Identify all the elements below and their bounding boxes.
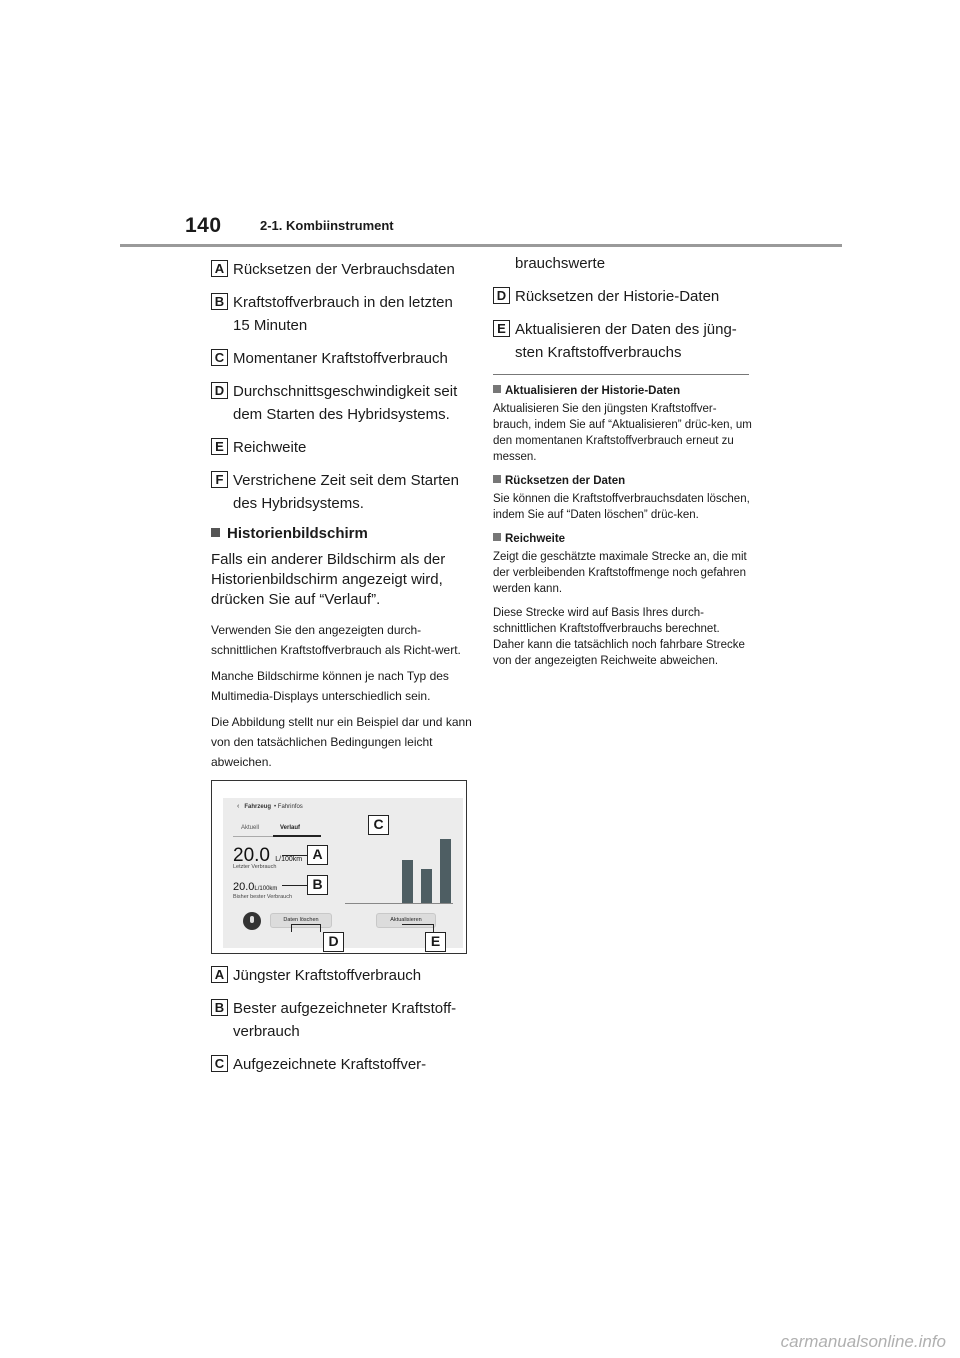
list-item-text <box>233 469 473 515</box>
microphone-icon <box>243 912 261 930</box>
list-item-text: Reichweite <box>233 439 307 456</box>
list-item-text <box>233 380 473 426</box>
list-item <box>493 318 753 364</box>
note: Manche Bildschirme können je nach Typ des Multimedia-Displays unterschiedlich sein. <box>211 669 449 703</box>
list-item-text: Jüngster Kraftstoffverbrauch <box>233 967 422 984</box>
list-2 <box>211 964 473 1076</box>
history-bar <box>402 860 413 903</box>
sub-heading-text: Reichweite <box>505 533 566 545</box>
header-rule <box>120 244 842 247</box>
callout-line <box>282 885 308 886</box>
label-badge: D <box>211 382 228 399</box>
list-item <box>211 380 473 426</box>
sub-paragraph: Sie können die Kraftstoffverbrauchsdaten löschen, indem Sie auf “Daten löschen” drüc-ken. <box>493 493 750 521</box>
sub-paragraph: Aktualisieren Sie den jüngsten Kraftstoffver-brauch, indem Sie auf “Aktualisieren” drüc-ken, um den momentanen Kraftstoffverbrauch erneut zu messen. <box>493 403 752 463</box>
value: 20.0 <box>233 881 255 893</box>
label-badge: A <box>211 966 228 983</box>
line: verbrauch <box>233 1023 300 1040</box>
list-item <box>211 258 473 281</box>
line: des Hybridsystems. <box>233 495 364 512</box>
left-column <box>211 258 473 1086</box>
section-title: 2-1. Kombiinstrument <box>260 218 394 233</box>
line: Bester aufgezeichneter Kraftstoff- <box>233 1000 457 1017</box>
chart-axis <box>345 903 453 904</box>
list-item <box>211 291 473 337</box>
line: Kraftstoffverbrauch in den letzten <box>233 294 453 311</box>
list-item-continuation <box>493 252 753 275</box>
history-heading <box>211 525 473 542</box>
callout-line <box>433 924 434 932</box>
label-badge: E <box>493 320 510 337</box>
label-badge: B <box>211 999 228 1016</box>
label-badge: F <box>211 471 228 488</box>
list-item-text: Momentaner Kraftstoffverbrauch <box>233 350 448 367</box>
list-item <box>211 997 473 1043</box>
sub-heading-text: Aktualisieren der Historie-Daten <box>505 385 681 397</box>
clear-data-button: Daten löschen <box>270 913 332 928</box>
list-item-text <box>233 291 473 337</box>
history-bar <box>421 869 432 903</box>
update-button: Aktualisieren <box>376 913 436 928</box>
history-bar <box>440 839 451 903</box>
best-consumption-value <box>233 881 277 893</box>
sub-section-range <box>493 531 753 669</box>
sub-section-reset <box>493 473 753 523</box>
callout-e: E <box>425 932 446 952</box>
history-paragraph: Falls ein anderer Bildschirm als der Historienbildschirm angezeigt wird, drücken Sie auf “Verlauf”. <box>211 551 446 608</box>
sub-paragraph: Zeigt die geschätzte maximale Strecke an, die mit der verbleibenden Kraftstoffmenge noch gefahren werden kann. <box>493 551 747 595</box>
square-bullet-icon <box>493 533 501 541</box>
sub-heading <box>493 531 753 547</box>
value: 20.0 <box>233 845 270 866</box>
best-consumption-label: Bisher bester Verbrauch <box>233 894 293 900</box>
list-item <box>493 285 753 308</box>
middle-column <box>493 252 753 677</box>
sub-heading <box>493 473 753 489</box>
square-bullet-icon <box>493 385 501 393</box>
list-item-text <box>515 318 753 364</box>
note: Die Abbildung stellt nur ein Beispiel dar und kann von den tatsächlichen Bedingungen leicht abweichen. <box>211 715 472 769</box>
line: 15 Minuten <box>233 317 308 334</box>
list-item <box>211 436 473 459</box>
line: Verstrichene Zeit seit dem Starten <box>233 472 459 489</box>
tab-history: Verlauf <box>280 825 301 831</box>
label-badge: E <box>211 438 228 455</box>
list-item <box>211 1053 473 1076</box>
back-chevron-icon: ‹ <box>237 803 240 810</box>
watermark: carmanualsonline.info <box>780 1332 946 1351</box>
active-tab-indicator <box>273 835 321 837</box>
list-item <box>211 347 473 370</box>
crumb-driving-info: Fahrinfos <box>277 804 303 810</box>
callout-line <box>282 855 308 856</box>
callout-a: A <box>307 845 328 865</box>
label-badge: C <box>211 349 228 366</box>
callout-d: D <box>323 932 344 952</box>
label-badge: D <box>493 287 510 304</box>
crumb-vehicle: Fahrzeug <box>244 804 272 810</box>
list-item-text: Rücksetzen der Historie-Daten <box>515 288 720 305</box>
callout-line <box>320 924 321 932</box>
sub-paragraph: Diese Strecke wird auf Basis Ihres durch-schnittlichen Kraftstoffverbrauchs berechnet. Daher kann die tatsächlich noch fahrbare Strecke von der angezeigten Reichweite abweichen. <box>493 607 745 667</box>
callout-line <box>402 924 434 925</box>
callout-b: B <box>307 875 328 895</box>
screen-illustration <box>211 780 467 954</box>
list-item <box>211 469 473 515</box>
sub-heading-text: Rücksetzen der Daten <box>505 475 626 487</box>
label-badge: C <box>211 1055 228 1072</box>
list-item-text: brauchswerte <box>515 255 606 272</box>
sub-heading <box>493 383 753 399</box>
sub-section-update <box>493 383 753 465</box>
line: Aktualisieren der Daten des jüng- <box>515 321 737 338</box>
screen-breadcrumb <box>237 803 303 810</box>
list-1 <box>211 258 473 515</box>
unit: L/100km <box>254 886 278 892</box>
callout-line <box>291 924 292 932</box>
list-item-text: Rücksetzen der Verbrauchsdaten <box>233 261 455 278</box>
label-badge: A <box>211 260 228 277</box>
crumb-separator: • <box>274 804 277 810</box>
square-bullet-icon <box>211 528 220 537</box>
list-item <box>211 964 473 987</box>
page-number: 140 <box>185 214 222 237</box>
square-bullet-icon <box>493 475 501 483</box>
label-badge: B <box>211 293 228 310</box>
list-item-text <box>233 997 473 1043</box>
note: Verwenden Sie den angezeigten durch-schnittlichen Kraftstoffverbrauch als Richt-wert. <box>211 623 461 657</box>
line: dem Starten des Hybridsystems. <box>233 406 450 423</box>
line: sten Kraftstoffverbrauchs <box>515 344 682 361</box>
list-item-text: Aufgezeichnete Kraftstoffver- <box>233 1056 427 1073</box>
display-screen <box>223 798 463 948</box>
screen-tabs <box>233 823 321 837</box>
callout-line <box>291 924 321 925</box>
section-divider <box>493 374 749 375</box>
line: Durchschnittsgeschwindigkeit seit <box>233 383 458 400</box>
unit: L/100km <box>275 856 303 863</box>
latest-consumption-label: Letzter Verbrauch <box>233 864 277 870</box>
history-heading-text: Historienbildschirm <box>227 525 368 542</box>
callout-c: C <box>368 815 389 835</box>
tab-current: Aktuell <box>241 825 260 831</box>
